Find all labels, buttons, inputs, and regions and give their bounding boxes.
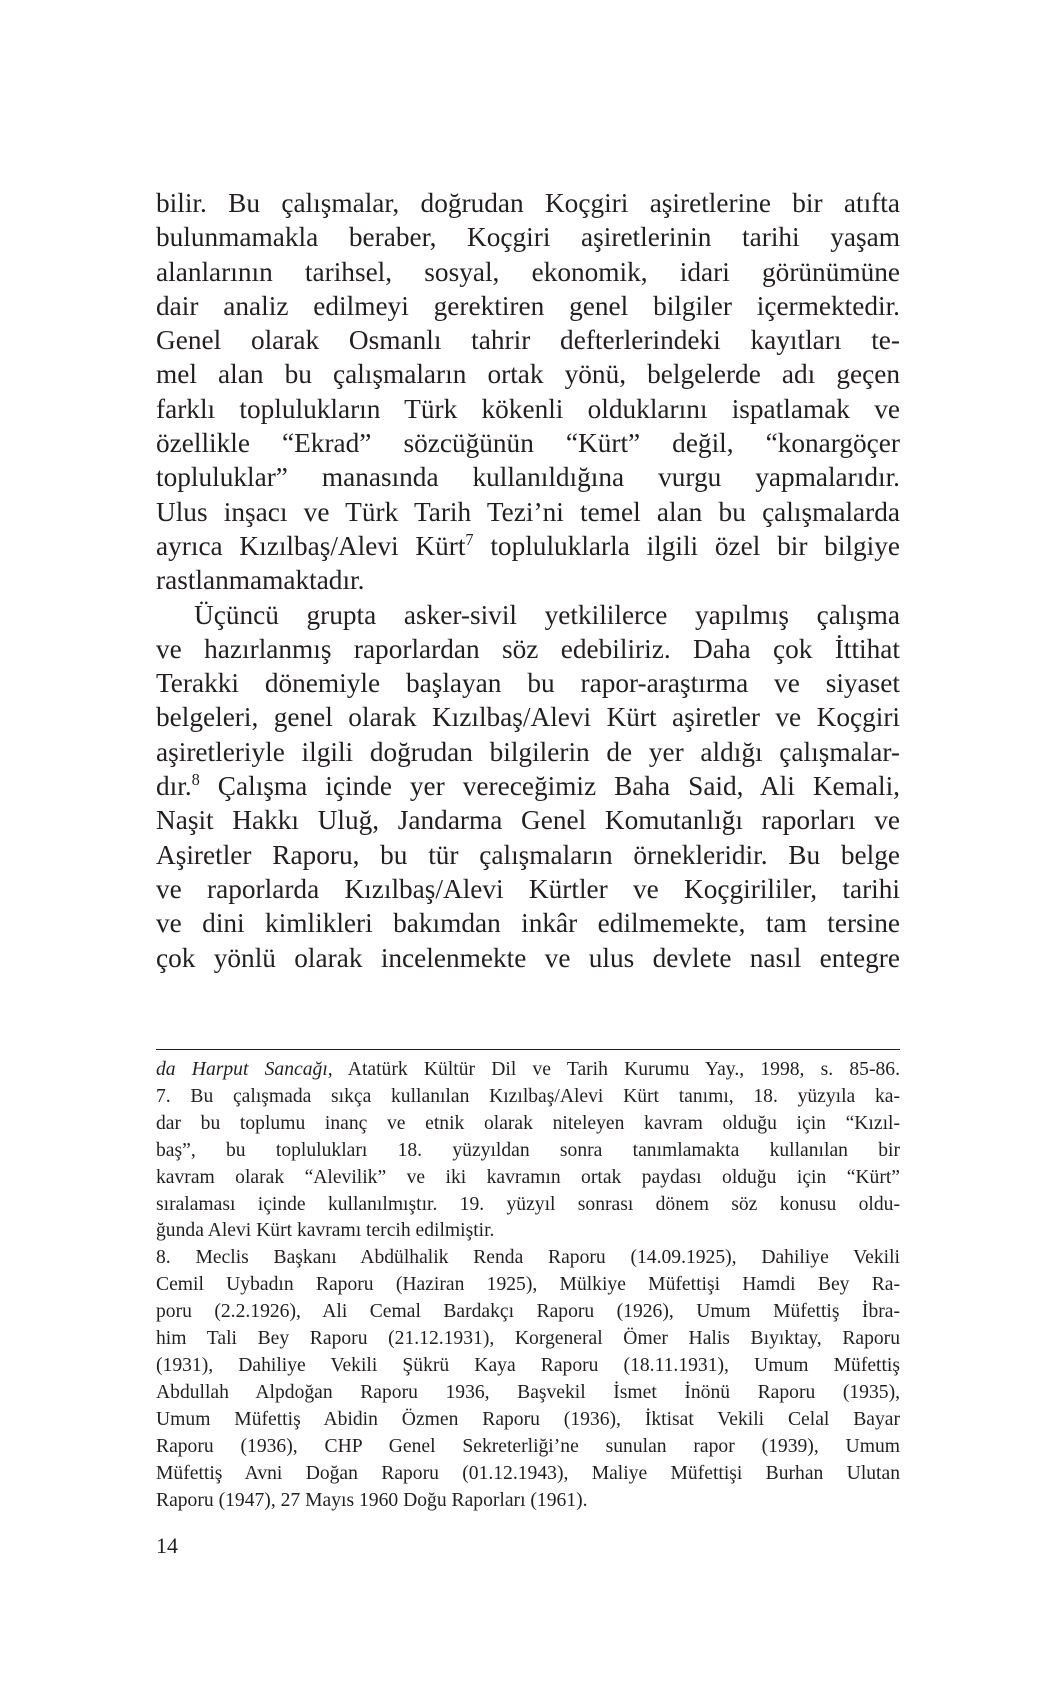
footnote-line: kavram olarak “Alevilik” ve iki kavramın ortak paydası olduğu için “Kürt” bbox=[156, 1166, 900, 1188]
footnote-line: poru (2.2.1926), Ali Cemal Bardakçı Raporu (1926), Umum Müfettiş İbra- bbox=[156, 1301, 900, 1323]
footnote-line: Abdullah Alpdoğan Raporu 1936, Başvekil İsmet İnönü Raporu (1935), bbox=[156, 1381, 900, 1403]
footnote-line: Cemil Uybadın Raporu (Haziran 1925), Mülkiye Müfettişi Hamdi Bey Ra- bbox=[156, 1274, 900, 1296]
paragraph-end-line: rastlanmamaktadır. bbox=[156, 565, 365, 596]
footnote-ref-7[interactable]: 7 bbox=[465, 529, 474, 549]
footnote-line: Müfettiş Avni Doğan Raporu (01.12.1943), Maliye Müfettişi Burhan Ulutan bbox=[156, 1462, 900, 1484]
citation-rest: , Atatürk Kültür Dil ve Tarih Kurumu Yay., 1998, s. 85-86. bbox=[327, 1059, 900, 1080]
footnote-line: Raporu (1936), CHP Genel Sekreterliği’ne sunulan rapor (1939), Umum bbox=[156, 1435, 900, 1457]
text-line: ve dini kimlikleri bakımdan inkâr edilmemekte, tam tersine bbox=[156, 908, 900, 939]
text-line: mel alan bu çalışmaların ortak yönü, belgelerde adı geçen bbox=[156, 359, 900, 390]
text-line bbox=[156, 769, 900, 803]
footnote-line: Raporu (1947), 27 Mayıs 1960 Doğu Raporları (1961). bbox=[156, 1489, 588, 1511]
footnote-continuation bbox=[156, 1057, 900, 1084]
text-line: dair analiz edilmeyi gerektiren genel bilgiler içermektedir. bbox=[156, 290, 900, 321]
footnote-line: him Tali Bey Raporu (21.12.1931), Korgeneral Ömer Halis Bıyıktay, Raporu bbox=[156, 1328, 900, 1350]
text-line: özellikle “Ekrad” sözcüğünün “Kürt” değil, “konargöçer bbox=[156, 428, 900, 459]
text-line: belgeleri, genel olarak Kızılbaş/Alevi Kürt aşiretler ve Koçgiri bbox=[156, 702, 900, 733]
text-line: farklı toplulukların Türk kökenli olduklarını ispatlamak ve bbox=[156, 393, 900, 424]
footnote-line: (1931), Dahiliye Vekili Şükrü Kaya Raporu (18.11.1931), Umum Müfettiş bbox=[156, 1354, 900, 1376]
footnote-line: Umum Müfettiş Abidin Özmen Raporu (1936), İktisat Vekili Celal Bayar bbox=[156, 1408, 900, 1430]
footnote-line: 7. Bu çalışmada sıkça kullanılan Kızılbaş/Alevi Kürt tanımı, 18. yüzyıla ka- bbox=[156, 1085, 900, 1107]
text-line: Aşiretler Raporu, bu tür çalışmaların örnekleridir. Bu belge bbox=[156, 839, 900, 870]
page-number: 14 bbox=[156, 1533, 178, 1558]
text-line: Genel olarak Osmanlı tahrir defterlerindeki kayıtları te- bbox=[156, 325, 900, 356]
footnote-line: sıralaması içinde kullanılmıştır. 19. yüzyıl sonrası dönem söz konusu oldu- bbox=[156, 1193, 900, 1215]
text-line: bilir. Bu çalışmalar, doğrudan Koçgiri aşiretlerine bir atıfta bbox=[156, 188, 900, 218]
footnote-divider bbox=[156, 1049, 900, 1050]
main-text bbox=[156, 186, 900, 975]
text-line bbox=[156, 529, 900, 563]
text-segment: dır. bbox=[156, 771, 192, 802]
text-segment: topluluklarla ilgili özel bir bilgiye bbox=[473, 530, 900, 561]
text-segment: Çalışma içinde yer vereceğimiz Baha Said, Ali Kemali, bbox=[199, 771, 900, 802]
footnote-line: ğunda Alevi Kürt kavramı tercih edilmiştir. bbox=[156, 1220, 495, 1242]
cited-title: da Harput Sancağı bbox=[156, 1059, 328, 1080]
text-line: Naşit Hakkı Uluğ, Jandarma Genel Komutanlığı raporları ve bbox=[156, 805, 900, 836]
footnote-ref-8[interactable]: 8 bbox=[191, 769, 200, 789]
paragraph-start-line: Üçüncü grupta asker-sivil yetkililerce yapılmış çalışma bbox=[194, 599, 900, 630]
text-line: Ulus inşacı ve Türk Tarih Tezi’ni temel alan bu çalışmalarda bbox=[156, 496, 900, 527]
text-line: topluluklar” manasında kullanıldığına vurgu yapmalarıdır. bbox=[156, 462, 900, 493]
footnote-line: baş”, bu toplulukları 18. yüzyıldan sonra tanımlamakta kullanılan bir bbox=[156, 1139, 900, 1161]
text-line: ve raporlarda Kızılbaş/Alevi Kürtler ve Koçgirililer, tarihi bbox=[156, 873, 900, 904]
footnote-line: 8. Meclis Başkanı Abdülhalik Renda Raporu (14.09.1925), Dahiliye Vekili bbox=[156, 1247, 900, 1269]
footnote-line: dar bu toplumu inanç ve etnik olarak niteleyen kavram olduğu için “Kızıl- bbox=[156, 1112, 900, 1134]
text-segment: ayrıca Kızılbaş/Alevi Kürt bbox=[156, 530, 466, 561]
text-line: ve hazırlanmış raporlardan söz edebiliriz. Daha çok İttihat bbox=[156, 633, 900, 664]
footnotes bbox=[156, 1057, 900, 1514]
text-line: aşiretleriyle ilgili doğrudan bilgilerin de yer aldığı çalışmalar- bbox=[156, 736, 900, 767]
text-line: alanlarının tarihsel, sosyal, ekonomik, idari görünümüne bbox=[156, 256, 900, 287]
text-line: bulunmamakla beraber, Koçgiri aşiretlerinin tarihi yaşam bbox=[156, 222, 900, 253]
text-line: Terakki dönemiyle başlayan bu rapor-araştırma ve siyaset bbox=[156, 668, 900, 699]
text-line: çok yönlü olarak incelenmekte ve ulus devlete nasıl entegre bbox=[156, 942, 900, 973]
